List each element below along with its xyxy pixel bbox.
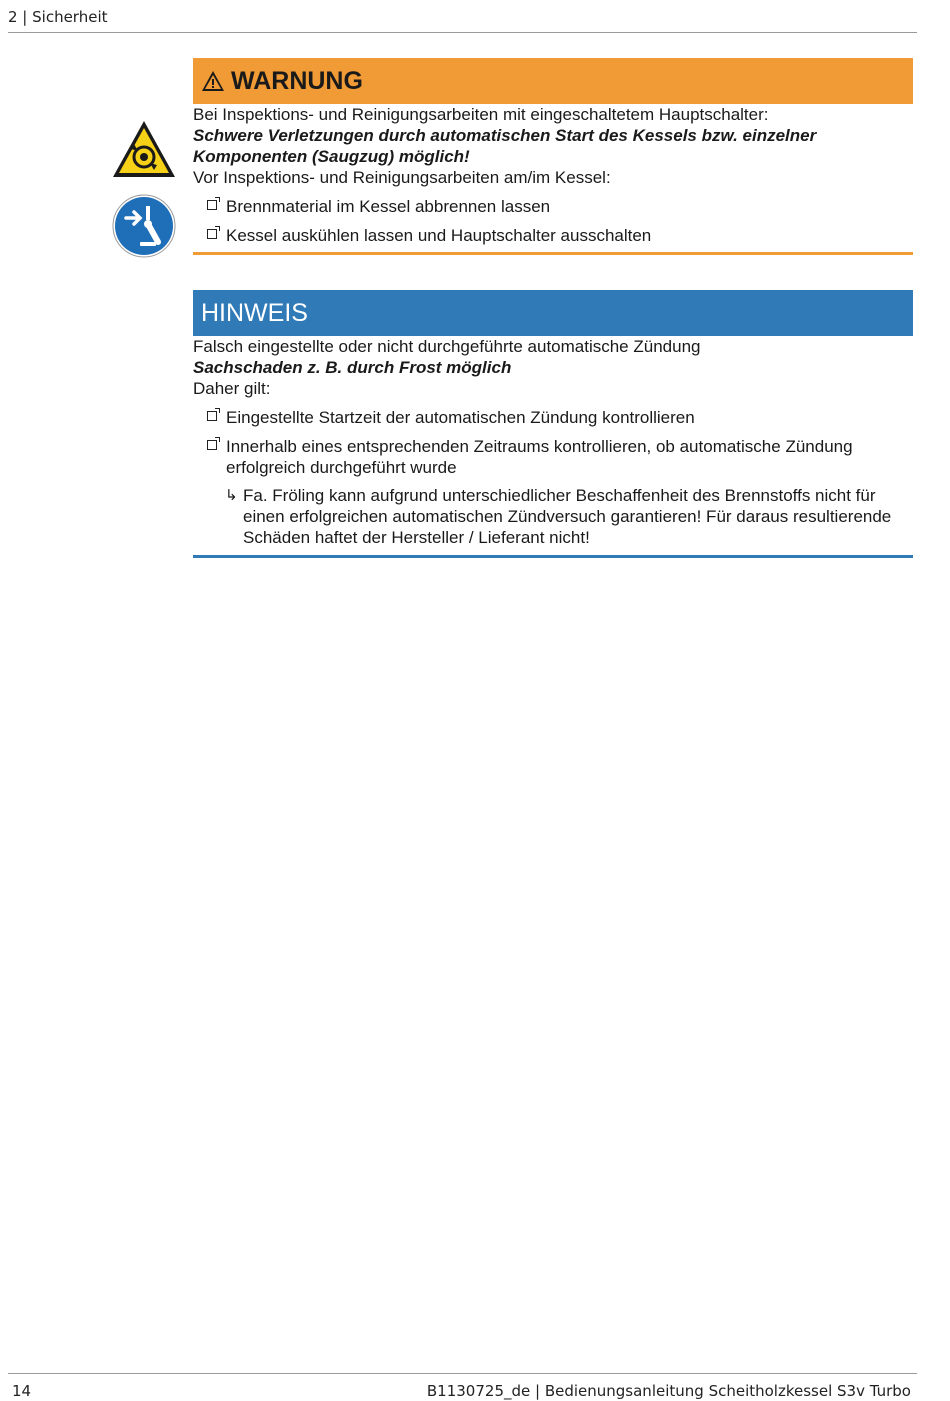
- warning-intro: Bei Inspektions- und Reinigungsarbeiten mit eingeschaltetem Hauptschalter:: [193, 105, 769, 124]
- notice-title-bar: [193, 290, 913, 336]
- result-item: ↳ Fa. Fröling kann aufgrund unterschiedlicher Beschaffenheit des Brennstoffs nicht für einen erfolgreichen automatischen Zündversuch garantieren! Für daraus resultierende Schäden haftet der Hersteller / Lieferant nicht!: [225, 486, 892, 547]
- list-item: Brennmaterial im Kessel abbrennen lassen: [193, 196, 913, 217]
- checkbox-icon: [207, 411, 217, 421]
- warning-title: WARNUNG: [231, 66, 363, 95]
- header-text: 2 | Sicherheit: [8, 8, 108, 26]
- checkbox-icon: [207, 200, 217, 210]
- document-id: B1130725_de | Bedienungsanleitung Scheitholzkessel S3v Turbo: [426, 1382, 911, 1400]
- page-number: 14: [12, 1382, 32, 1400]
- warning-triangle-icon: [201, 70, 225, 92]
- warning-consequence: Schwere Verletzungen durch automatischen Start des Kessels bzw. einzelner Komponenten (Saugzug) möglich!: [193, 126, 817, 166]
- warning-title-bar: [193, 58, 913, 104]
- page-footer: [8, 1373, 917, 1401]
- list-item: Innerhalb eines entsprechenden Zeitraums kontrollieren, ob automatische Zündung erfolgreich durchgeführt wurde: [193, 436, 913, 478]
- checkbox-icon: [207, 229, 217, 239]
- notice-intro: Falsch eingestellte oder nicht durchgeführte automatische Zündung: [193, 337, 701, 356]
- result-arrow-icon: ↳: [225, 487, 238, 504]
- disconnect-before-work-icon: [112, 194, 176, 258]
- warning-block: [193, 58, 913, 255]
- list-item: Eingestellte Startzeit der automatischen Zündung kontrollieren: [193, 407, 913, 428]
- warning-instruction: Vor Inspektions- und Reinigungsarbeiten am/im Kessel:: [193, 168, 611, 187]
- notice-consequence: Sachschaden z. B. durch Frost möglich: [193, 358, 512, 377]
- warning-bottom-rule: [193, 252, 913, 255]
- list-item: Kessel auskühlen lassen und Hauptschalter ausschalten: [193, 225, 913, 246]
- notice-bottom-rule: [193, 555, 913, 558]
- automatic-start-warning-icon: [111, 119, 177, 179]
- page-header: [8, 8, 917, 33]
- notice-block: [193, 290, 913, 558]
- checkbox-icon: [207, 440, 217, 450]
- notice-title: HINWEIS: [201, 298, 308, 327]
- notice-instruction: Daher gilt:: [193, 379, 271, 398]
